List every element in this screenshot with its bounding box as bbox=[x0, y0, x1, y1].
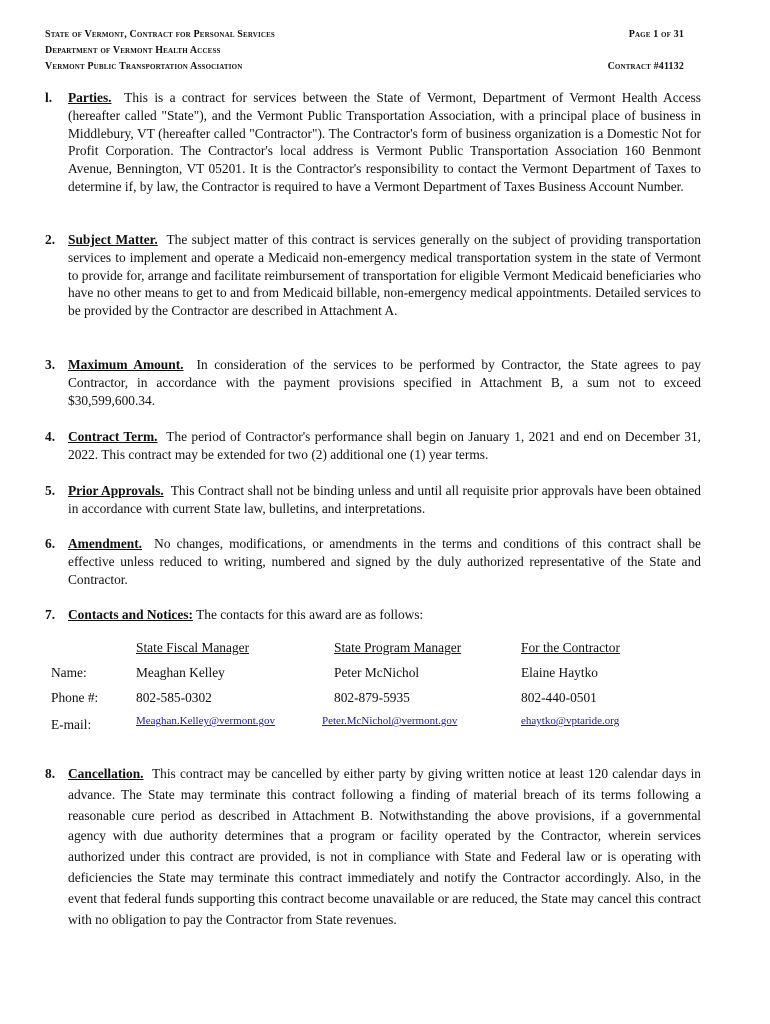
clause-heading: Amendment. bbox=[68, 536, 143, 551]
clause-text: In consideration of the services to be performed by Contractor, the State agrees to pay Contractor, in accordance with the payment provisions specified in Attachment B, a sum not to exceed $30,599,600.34. bbox=[68, 357, 701, 408]
header-contractor-line: Vermont Public Transportation Association bbox=[45, 61, 243, 72]
column-header-fiscal-manager: State Fiscal Manager bbox=[136, 640, 250, 655]
contract-number: Contract #41132 bbox=[607, 61, 684, 72]
phone-label: Phone #: bbox=[51, 690, 99, 705]
name-label: Name: bbox=[51, 665, 87, 680]
clause-number: 4. bbox=[45, 429, 56, 444]
clause-text: The subject matter of this contract is services generally on the subject of providing transportation services to implement and operate a Medicaid non-emergency medical transportation system in the state of Vermont to provide for, arrange and facilitate reimbursement of transportation for eligible Vermont Medicaid beneficiaries who have no other means to get to and from Medicaid billable, non-emergency medical appointments. Detailed services to be provided by the Contractor are described in Attachment A. bbox=[68, 232, 701, 319]
column-header-program-manager: State Program Manager bbox=[334, 640, 462, 655]
clause-prior-approvals bbox=[45, 482, 701, 518]
fiscal-manager-name: Meaghan Kelley bbox=[136, 665, 225, 680]
clause-heading: Maximum Amount. bbox=[68, 357, 184, 372]
contractor-email-link[interactable]: ehaytko@vptaride.org bbox=[521, 715, 620, 727]
clause-text: This contract may be cancelled by either party by giving written notice at least 120 calendar days in advance. The State may terminate this contract following a finding of material breach of its terms following a reasonable cure period as described in Attachment B. Notwithstanding the above provisions, if a governmental agency with due authority determines that a program or facility operated by the Contractor, wherein services authorized under this contract are provided, is not in compliance with State and Federal law or is operating with deficiencies the State may terminate this contract immediately and notify the Contractor accordingly. Also, in the event that federal funds supporting this contract become unavailable or are reduced, the State may cancel this contract with no obligation to pay the Contractor from State revenues. bbox=[68, 766, 701, 927]
program-manager-phone: 802-879-5935 bbox=[334, 690, 410, 705]
clause-contract-term bbox=[45, 428, 701, 464]
clause-subject-matter bbox=[45, 231, 701, 320]
clause-heading: Contract Term. bbox=[68, 429, 158, 444]
clause-heading: Subject Matter. bbox=[68, 232, 158, 247]
document-header-right bbox=[608, 27, 684, 75]
header-agency-line: State of Vermont, Contract for Personal Services bbox=[45, 29, 275, 40]
clause-text: This Contract shall not be binding unless and until all requisite prior approvals have been obtained in accordance with current State law, bulletins, and interpretations. bbox=[68, 483, 701, 516]
clause-number: 2. bbox=[45, 232, 56, 247]
clause-number: 8. bbox=[45, 766, 56, 781]
page-number: Page 1 of 31 bbox=[628, 29, 684, 40]
clause-text: This is a contract for services between the State of Vermont, Department of Vermont Health Access (hereafter called "State"), and the Vermont Public Transportation Association, with a principal place of business in Middlebury, VT (hereafter called "Contractor"). The Contractor's form of business organization is a Domestic Not for Profit Corporation. The Contractor's local address is Vermont Public Transportation Association 160 Benmont Avenue, Bennington, VT 05201. It is the Contractor's responsibility to contact the Vermont Department of Taxes to determine if, by law, the Contractor is required to have a Vermont Department of Taxes Business Account Number. bbox=[68, 90, 701, 194]
header-department-line: Department of Vermont Health Access bbox=[45, 45, 221, 56]
clause-parties bbox=[45, 89, 701, 196]
contacts-table bbox=[51, 640, 701, 740]
contacts-phone-row bbox=[51, 690, 701, 715]
program-manager-email-link[interactable]: Peter.McNichol@vermont.gov bbox=[322, 715, 458, 727]
clause-heading: Cancellation. bbox=[68, 766, 144, 781]
column-header-contractor: For the Contractor bbox=[521, 640, 620, 655]
contacts-header-row bbox=[51, 640, 701, 665]
clause-heading: Prior Approvals. bbox=[68, 483, 164, 498]
document-header bbox=[45, 27, 275, 75]
clause-number: 5. bbox=[45, 483, 56, 498]
fiscal-manager-email-link[interactable]: Meaghan.Kelley@vermont.gov bbox=[136, 715, 276, 727]
clause-number: 3. bbox=[45, 357, 56, 372]
clause-text: The period of Contractor's performance shall begin on January 1, 2021 and end on December 31, 2022. This contract may be extended for two (2) additional one (1) year terms. bbox=[68, 429, 701, 462]
contacts-name-row bbox=[51, 665, 701, 690]
clause-maximum-amount bbox=[45, 356, 701, 409]
program-manager-name: Peter McNichol bbox=[334, 665, 420, 680]
clause-heading: Contacts and Notices: bbox=[68, 607, 193, 622]
clause-amendment bbox=[45, 535, 701, 588]
clause-contacts-notices bbox=[45, 606, 701, 624]
clause-text: The contacts for this award are as follows: bbox=[196, 607, 424, 622]
contractor-name: Elaine Haytko bbox=[521, 665, 598, 680]
clause-number: 7. bbox=[45, 607, 56, 622]
clause-text: No changes, modifications, or amendments in the terms and conditions of this contract shall be effective unless reduced to writing, numbered and signed by the duly authorized representative of the State and Contractor. bbox=[68, 536, 701, 587]
contractor-phone: 802-440-0501 bbox=[521, 690, 597, 705]
clause-cancellation bbox=[45, 764, 701, 930]
clause-heading: Parties. bbox=[68, 90, 112, 105]
email-label: E-mail: bbox=[51, 717, 92, 732]
fiscal-manager-phone: 802-585-0302 bbox=[136, 690, 212, 705]
contacts-email-row bbox=[51, 715, 701, 740]
clause-number: 6. bbox=[45, 536, 56, 551]
clause-number: l. bbox=[45, 90, 53, 105]
